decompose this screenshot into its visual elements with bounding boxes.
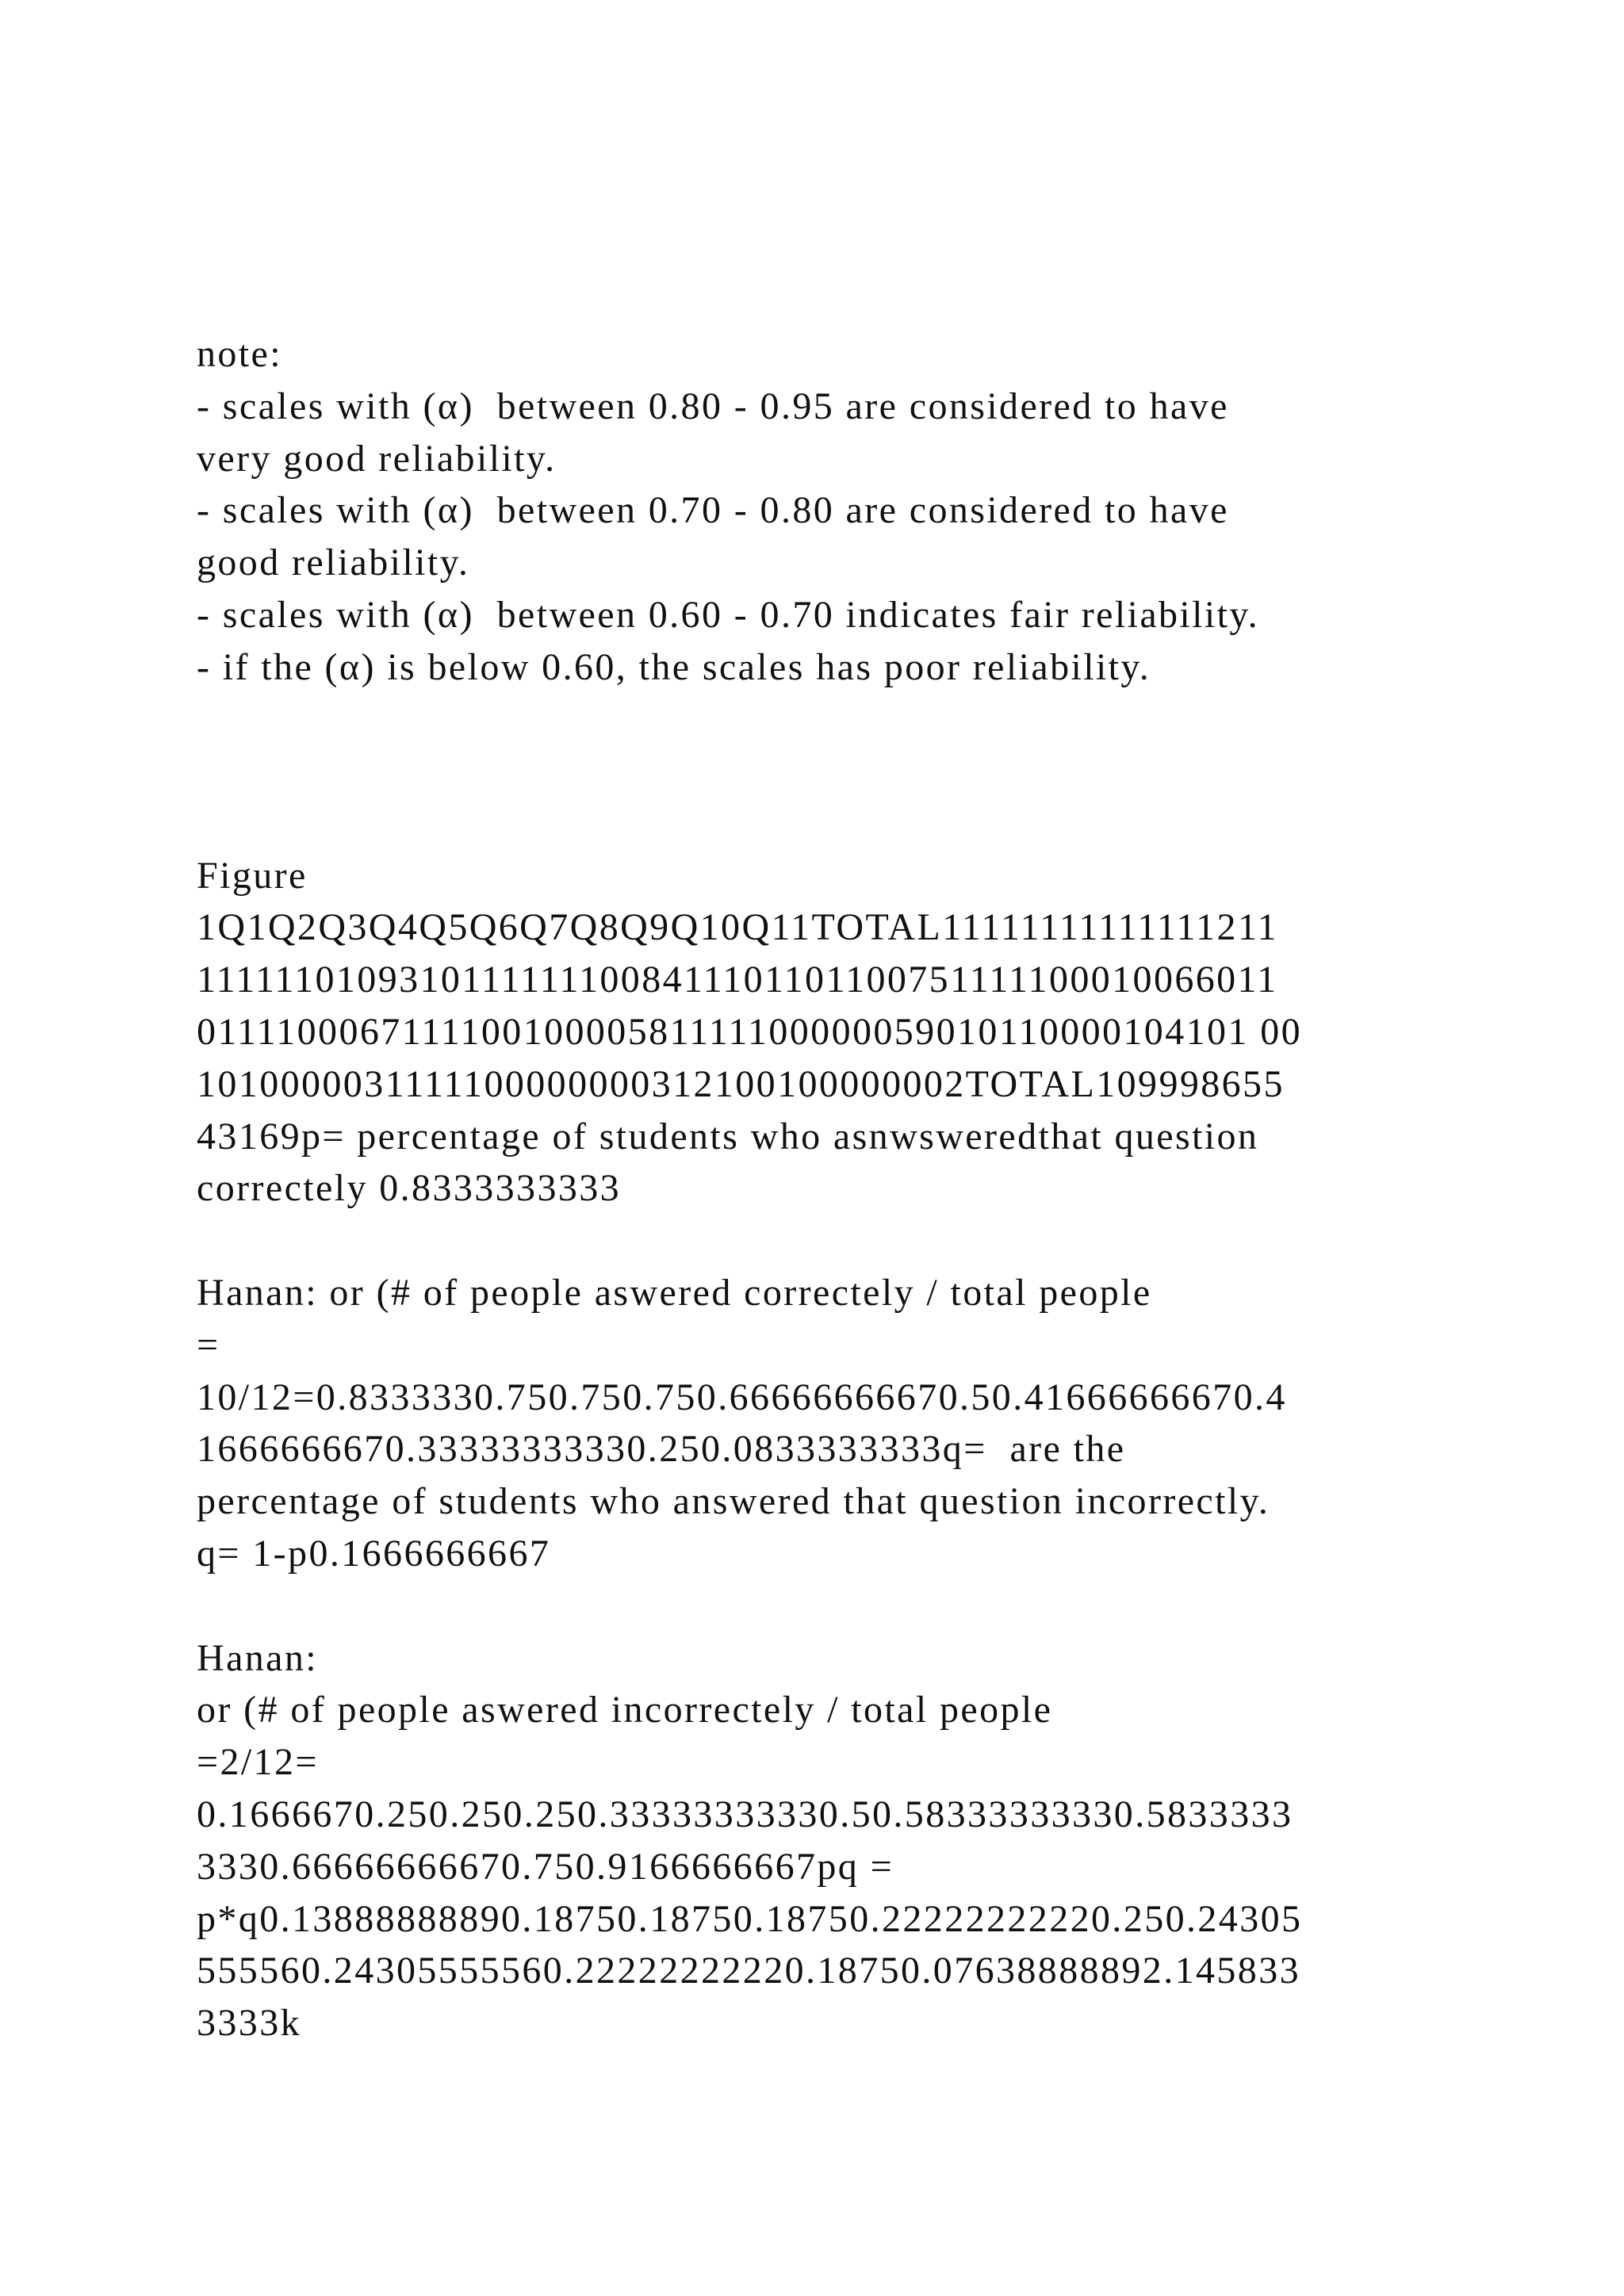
blank-line [197, 1215, 1545, 1267]
pq-values-line: p*q0.13888888890.18750.18750.18750.22222222220.250.24305 [197, 1897, 1303, 1940]
note-line: - scales with (α) between 0.80 - 0.95 are considered to have [197, 385, 1229, 427]
blank-line [197, 1580, 1545, 1632]
figure-data-line: 1Q1Q2Q3Q4Q5Q6Q7Q8Q9Q10Q11TOTAL11111111111111211 [197, 906, 1278, 949]
figure-data-line: correctely 0.8333333333 [197, 1167, 622, 1210]
note-heading: note: [197, 333, 282, 375]
figure-data-line: 11111101093101111111008411101101100751111100010066011 [197, 959, 1278, 1001]
hanan-p-section [197, 1267, 1545, 1580]
q-definition-line: percentage of students who answered that question incorrectly. [197, 1480, 1270, 1523]
hanan-label: Hanan: [197, 1636, 319, 1679]
hanan-comment-line: or (# of people aswered incorrectely / total people [197, 1689, 1053, 1732]
pq-values-line: 3333k [197, 2002, 301, 2045]
pq-values-line: 555560.24305555560.22222222220.18750.07638888892.145833 [197, 1950, 1300, 1992]
hanan-comment-line: Hanan: or (# of people aswered correctely / total people [197, 1271, 1152, 1314]
figure-data-line: 1010000031111100000000312100100000002TOTAL109998655 [197, 1062, 1285, 1105]
note-line: very good reliability. [197, 437, 557, 480]
section-spacer [197, 694, 1545, 850]
hanan-comment-line: = [197, 1323, 220, 1366]
figure-data-line: 43169p= percentage of students who asnwsweredthat question [197, 1115, 1259, 1158]
p-values-line: 10/12=0.8333330.750.750.750.66666666670.50.41666666670.4 [197, 1376, 1287, 1418]
figure-heading: Figure [197, 854, 308, 897]
note-line: - scales with (α) between 0.60 - 0.70 indicates fair reliability. [197, 593, 1260, 636]
note-line: - scales with (α) between 0.70 - 0.80 are considered to have [197, 489, 1229, 532]
q-values-line: 0.1666670.250.250.250.33333333330.50.58333333330.5833333 [197, 1793, 1293, 1835]
note-section [197, 328, 1545, 694]
note-line: good reliability. [197, 541, 470, 584]
hanan-q-section [197, 1632, 1545, 2049]
q-values-line: 3330.66666666670.750.9166666667pq = [197, 1845, 894, 1888]
p-values-line: 1666666670.33333333330.250.0833333333q= are the [197, 1428, 1126, 1471]
note-line: - if the (α) is below 0.60, the scales has poor reliability. [197, 645, 1151, 688]
hanan-comment-line: =2/12= [197, 1741, 319, 1784]
figure-data-line: 011110006711110010000581111100000059010110000104101 00 [197, 1010, 1303, 1053]
q-formula-line: q= 1-p0.1666666667 [197, 1532, 551, 1575]
document-page [197, 328, 1545, 2049]
figure-section [197, 850, 1545, 1215]
